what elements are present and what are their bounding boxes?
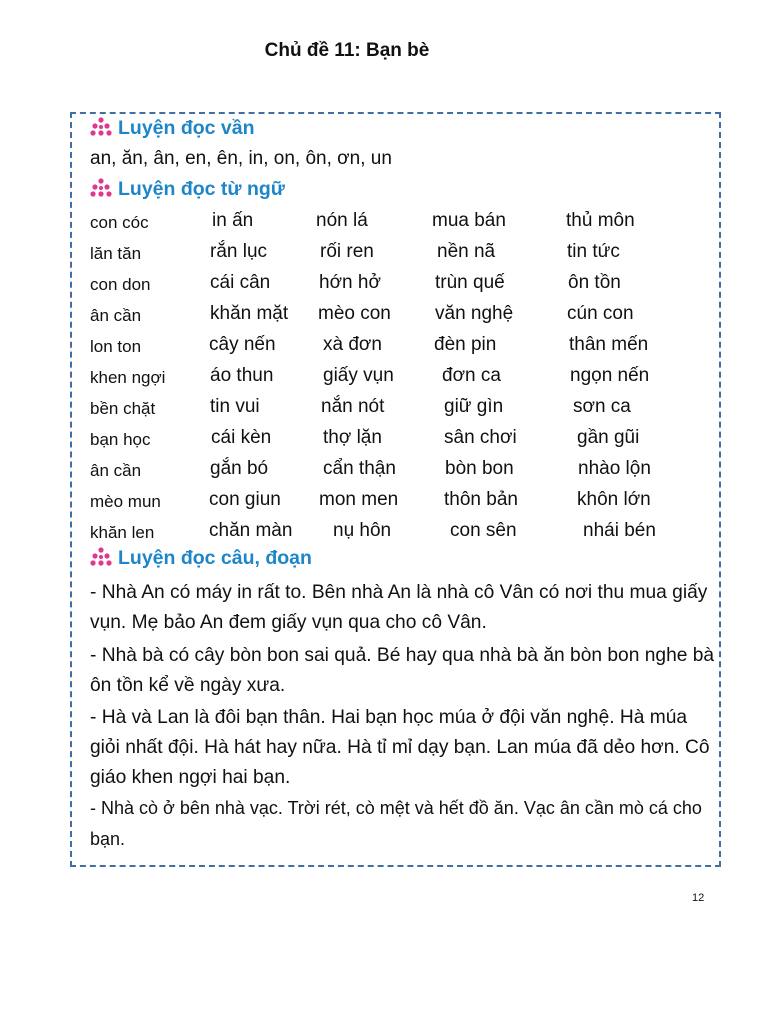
word-cell: khôn lớn	[577, 489, 651, 510]
word-cell: cẩn thận	[323, 458, 396, 479]
word-cell: sân chơi	[444, 427, 517, 448]
word-cell: ngọn nến	[570, 365, 650, 386]
word-cell: tin vui	[210, 396, 260, 417]
word-cell: ân cần	[90, 461, 142, 480]
word-cell: in ấn	[212, 210, 254, 231]
word-cell: nhào lộn	[578, 458, 651, 479]
word-cell: bòn bon	[445, 458, 514, 479]
paragraph-4: - Nhà cò ở bên nhà vạc. Trời rét, cò mệt và hết đồ ăn. Vạc ân cần mò cá cho bạn.	[90, 798, 702, 849]
word-cell: hớn hở	[319, 272, 381, 293]
word-cell: mua bán	[432, 210, 506, 231]
word-cell: con cóc	[90, 213, 149, 232]
flower-bullet-icon	[90, 178, 112, 198]
word-cell: nền nã	[437, 241, 496, 262]
flower-bullet-icon	[90, 117, 112, 137]
heading-words-label: Luyện đọc từ ngữ	[118, 178, 285, 200]
word-cell: khăn len	[90, 523, 155, 542]
word-cell: nón lá	[316, 210, 368, 231]
word-cell: lon ton	[90, 337, 142, 356]
word-cell: chăn màn	[209, 520, 293, 541]
flower-bullet-icon	[90, 547, 112, 567]
word-cell: nụ hôn	[333, 520, 392, 541]
heading-rhymes-label: Luyện đọc vần	[118, 117, 255, 139]
word-cell: giữ gìn	[444, 396, 504, 417]
word-cell: thủ môn	[566, 210, 635, 231]
word-cell: con sên	[450, 520, 517, 541]
word-cell: trùn quế	[435, 272, 505, 293]
word-cell: mèo con	[318, 303, 391, 324]
paragraph-1: - Nhà An có máy in rất to. Bên nhà An là nhà cô Vân có nơi thu mua giấy vụn. Mẹ bảo An đem giấy vụn qua cho cô Vân.	[90, 582, 708, 633]
word-cell: cún con	[567, 303, 634, 324]
word-cell: bạn học	[90, 430, 151, 449]
word-cell: giấy vụn	[323, 365, 394, 386]
word-cell: cái cân	[210, 272, 271, 293]
heading-words	[90, 178, 285, 201]
page-number: 12	[692, 892, 705, 904]
word-cell: rắn lục	[210, 241, 268, 262]
word-cell: nắn nót	[321, 396, 385, 417]
word-cell: áo thun	[210, 365, 274, 386]
word-cell: cái kèn	[211, 427, 272, 448]
word-cell: khăn mặt	[210, 303, 289, 324]
rhyme-list: an, ăn, ân, en, ên, in, on, ôn, ơn, un	[90, 148, 392, 169]
word-cell: sơn ca	[573, 396, 631, 417]
heading-rhymes	[90, 117, 255, 140]
word-cell: lăn tăn	[90, 244, 142, 263]
word-cell: khen ngợi	[90, 368, 166, 387]
heading-sentences	[90, 547, 312, 570]
word-cell: nhái bén	[583, 520, 656, 541]
word-cell: mon men	[319, 489, 399, 510]
word-cell: đơn ca	[442, 365, 501, 386]
word-cell: gần gũi	[577, 427, 640, 448]
word-cell: gắn bó	[210, 458, 269, 479]
word-cell: xà đơn	[323, 334, 382, 355]
word-cell: mèo mun	[90, 492, 161, 511]
word-cell: bền chặt	[90, 399, 156, 418]
page-title: Chủ đề 11: Bạn bè	[264, 40, 430, 61]
word-cell: văn nghệ	[435, 303, 514, 324]
word-cell: cây nến	[209, 334, 276, 355]
word-cell: con don	[90, 275, 151, 294]
word-cell: tin tức	[567, 241, 620, 262]
word-cell: ân cần	[90, 306, 142, 325]
word-cell: thôn bản	[444, 489, 518, 510]
word-cell: đèn pin	[434, 334, 497, 355]
word-cell: thợ lặn	[323, 427, 382, 448]
word-cell: thân mến	[569, 334, 649, 355]
word-cell: con giun	[209, 489, 281, 510]
word-cell: rối ren	[320, 241, 374, 262]
paragraph-3: - Hà và Lan là đôi bạn thân. Hai bạn học múa ở đội văn nghệ. Hà múa giỏi nhất đội. Hà hát hay nữa. Hà tỉ mỉ dạy bạn. Lan múa đã dẻo hơn. Cô giáo khen ngợi hai bạn.	[90, 707, 710, 788]
paragraph-2: - Nhà bà có cây bòn bon sai quả. Bé hay qua nhà bà ăn bòn bon nghe bà ôn tồn kể về ngày xưa.	[90, 645, 715, 696]
word-cell: ôn tồn	[568, 272, 621, 293]
heading-sentences-label: Luyện đọc câu, đoạn	[118, 547, 312, 569]
